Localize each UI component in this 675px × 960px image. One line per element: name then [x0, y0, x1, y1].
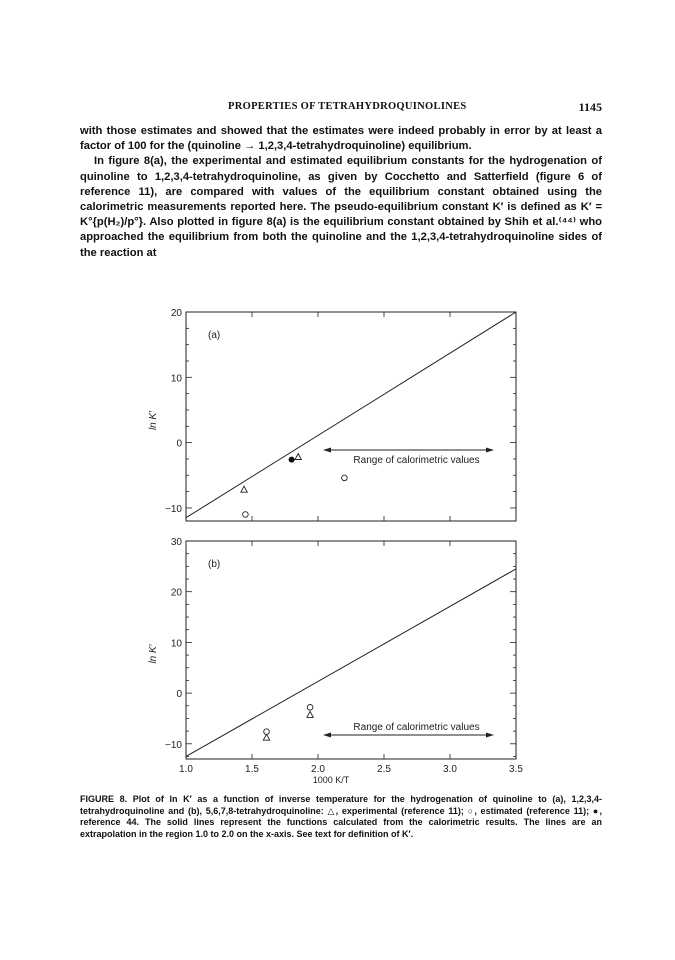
panel-a-ytick-label: 10 [170, 373, 182, 385]
panel-a-ytick-label: 20 [170, 308, 182, 319]
marker-circle-open [264, 729, 270, 735]
marker-circle-open [307, 704, 313, 710]
panel-a-panel-label: (a) [208, 330, 221, 341]
marker-circle-filled [289, 457, 295, 463]
panel-b-xlabel: 1000 K/T [312, 775, 350, 785]
panel-a-range-arrow-head-right [486, 448, 494, 453]
panel-b-xtick-label: 3.0 [443, 764, 457, 775]
panel-b-range-arrow-head-left [323, 733, 331, 738]
panel-b-range-label: Range of calorimetric values [353, 722, 480, 733]
marker-triangle [307, 711, 313, 717]
running-title: PROPERTIES OF TETRAHYDROQUINOLINES [228, 101, 467, 112]
marker-triangle [263, 734, 269, 740]
panel-a-range-label: Range of calorimetric values [353, 455, 480, 466]
panel-a-ytick-label: −10 [165, 503, 182, 515]
panel-b-xtick-label: 2.5 [377, 764, 391, 775]
panel-b-ytick-label: 0 [176, 689, 182, 701]
panel-b-xtick-label: 2.0 [311, 764, 325, 775]
panel-b-xtick-label: 1.5 [245, 764, 259, 775]
panel-b-ytick-label: 10 [170, 638, 182, 650]
panel-b-xtick-label: 1.0 [179, 764, 193, 775]
page-number: 1145 [578, 100, 602, 114]
panel-b-ytick-label: −10 [165, 739, 182, 751]
panel-a-ylabel: ln K′ [148, 410, 159, 431]
panel-b-ytick-label: 20 [170, 587, 182, 599]
marker-circle-open [243, 512, 249, 518]
marker-triangle [295, 453, 301, 459]
panel-b-range-arrow-head-right [486, 733, 494, 738]
figure-caption: FIGURE 8. Plot of ln K′ as a function of inverse temperature for the hydrogenation of quinoline to (a), 1,2,3,4-tetrahydroquinoline and (b), 5,6,7,8-tetrahydroquinoline: △, experimental (reference 11); ○, estimated (reference 11); ●, reference 44. The solid lines represent the functions calculated from the calorimetric results. The lines are an extrapolation in the region 1.0 to 2.0 on the x-axis. See text for definition of K′. [80, 794, 602, 839]
panel-b-xtick-label: 3.5 [509, 764, 523, 775]
marker-circle-open [342, 475, 348, 481]
panel-b-ytick-label: 30 [170, 537, 182, 548]
panel-a-range-arrow-head-left [323, 448, 331, 453]
paragraph-1: with those estimates and showed that the estimates were indeed probably in error by at least a factor of 100 for the (quinoline → 1,2,3,4-tetrahydroquinoline) equilibrium. [80, 125, 602, 153]
panel-b-ylabel: ln K′ [148, 644, 159, 664]
panel-b-panel-label: (b) [208, 559, 221, 570]
paragraph-2: In figure 8(a), the experimental and estimated equilibrium constants for the hydrogenation of quinoline to 1,2,3,4-tetrahydroquinoline, as given by Cocchetto and Satterfield (figure 6 of reference 11), are compared with values of the equilibrium constant obtained using the calorimetric measurements reported here. The pseudo-equilibrium constant K′ is defined as K′ = K°{p(H₂)/p°}. Also plotted in figure 8(a) is the equilibrium constant obtained by Shih et al.⁽⁴⁴⁾ who approached the equilibrium from both the quinoline and the 1,2,3,4-tetrahydroquinoline sides of the reaction at [80, 155, 602, 259]
marker-triangle [241, 486, 247, 492]
panel-a-fit-line [186, 312, 516, 518]
panel-a-ytick-label: 0 [176, 438, 182, 450]
